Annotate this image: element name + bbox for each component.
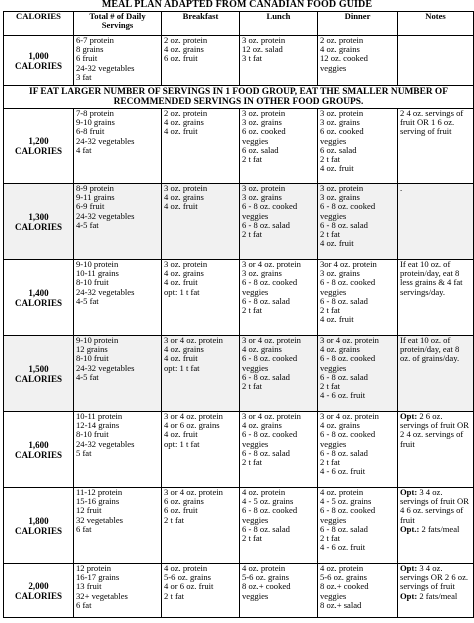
dinner-line: 3 oz. grains bbox=[320, 117, 360, 128]
table-row bbox=[4, 488, 474, 564]
breakfast-line: 4 oz. fruit bbox=[164, 353, 198, 364]
dinner-cell bbox=[318, 488, 398, 564]
servings-line: 6 fat bbox=[76, 599, 92, 610]
breakfast-line: 2 t fat bbox=[164, 590, 185, 601]
breakfast-line: 2 t fat bbox=[164, 514, 185, 525]
servings-line: 8-10 fruit bbox=[76, 277, 109, 288]
breakfast-line: 4 oz. grains bbox=[164, 44, 204, 55]
breakfast-line: 6 oz. fruit bbox=[164, 53, 198, 64]
servings-line: 12 grains bbox=[76, 344, 108, 355]
table-row bbox=[4, 412, 474, 488]
lunch-line: 6 - 8 oz. cooked bbox=[242, 505, 298, 516]
servings-cell bbox=[74, 488, 162, 564]
lunch-line: 6 - 8 oz. cooked bbox=[242, 429, 298, 440]
servings-line: 8-9 protein bbox=[76, 183, 114, 193]
servings-line: 9-11 grains bbox=[76, 192, 115, 203]
servings-cell bbox=[74, 564, 162, 618]
calorie-line: CALORIES bbox=[14, 373, 62, 384]
note-text: 2 4 oz. servings of fruit OR 1 6 oz. serving of fruit bbox=[400, 108, 464, 137]
breakfast-cell bbox=[162, 184, 240, 260]
dinner-cell bbox=[318, 109, 398, 184]
lunch-line: 2 t fat bbox=[242, 533, 263, 544]
servings-line: 6-7 protein bbox=[76, 35, 114, 45]
lunch-line: 6 - 8 oz. salad bbox=[242, 371, 290, 382]
breakfast-line: 4 oz. fruit bbox=[164, 126, 198, 137]
page-title: MEAL PLAN ADAPTED FROM CANADIAN FOOD GUIDE bbox=[101, 0, 373, 10]
calorie-line: 2,000 bbox=[28, 580, 49, 591]
servings-line: 10-11 grains bbox=[76, 268, 119, 279]
lunch-line: 12 oz. salad bbox=[242, 44, 283, 55]
dinner-line: 2 t fat bbox=[320, 457, 341, 468]
servings-line: 12 fruit bbox=[76, 505, 102, 516]
lunch-cell bbox=[240, 109, 318, 184]
dinner-line: 6 - 8 oz. cooked bbox=[320, 201, 376, 212]
header-calories: CALORIES bbox=[4, 12, 74, 36]
lunch-line: 5-6 oz. grains bbox=[242, 572, 290, 583]
notes-cell bbox=[398, 184, 474, 260]
dinner-line: 6 - 8 oz. cooked bbox=[320, 353, 376, 364]
lunch-line: 6 - 8 oz. salad bbox=[242, 219, 290, 230]
servings-line: 13 fruit bbox=[76, 581, 102, 592]
meal-plan-table bbox=[3, 11, 474, 618]
table-row bbox=[4, 260, 474, 336]
lunch-line: veggies bbox=[242, 514, 269, 525]
breakfast-cell bbox=[162, 412, 240, 488]
dinner-line: 2 oz. protein bbox=[320, 35, 364, 45]
dinner-line: 4 oz. fruit bbox=[320, 163, 354, 174]
dinner-line: veggies bbox=[320, 438, 347, 449]
breakfast-line: 2 oz. protein bbox=[164, 108, 208, 118]
dinner-line: 8 oz.+ salad bbox=[320, 599, 362, 610]
breakfast-line: 3 oz. protein bbox=[164, 259, 208, 269]
lunch-line: 6 - 8 oz. cooked bbox=[242, 353, 298, 364]
dinner-line: 8 oz.+ cooked bbox=[320, 581, 369, 592]
note-text: . bbox=[400, 183, 403, 193]
header-total-servings: Total # of Daily Servings bbox=[74, 12, 162, 36]
lunch-line: 4 oz. protein bbox=[242, 487, 286, 497]
lunch-line: 3 or 4 oz. protein bbox=[242, 411, 301, 421]
dinner-line: 2 t fat bbox=[320, 305, 341, 316]
lunch-cell bbox=[240, 36, 318, 86]
servings-line: 6-9 fruit bbox=[76, 201, 105, 212]
notes-cell bbox=[398, 109, 474, 184]
servings-line: 4-5 fat bbox=[76, 295, 99, 306]
lunch-line: 6 - 8 oz. salad bbox=[242, 523, 290, 534]
lunch-line: veggies bbox=[242, 362, 269, 373]
calorie-line: CALORIES bbox=[14, 449, 62, 460]
breakfast-cell bbox=[162, 336, 240, 412]
breakfast-line: 4 oz. fruit bbox=[164, 277, 198, 288]
dinner-line: 2 t fat bbox=[320, 154, 341, 165]
servings-cell bbox=[74, 109, 162, 184]
dinner-line: 3 oz. grains bbox=[320, 268, 360, 279]
dinner-line: 6 oz. cooked bbox=[320, 126, 364, 137]
dinner-line: veggies bbox=[320, 362, 347, 373]
table-row bbox=[4, 109, 474, 184]
servings-line: 12 protein bbox=[76, 563, 112, 573]
servings-line: 7-8 protein bbox=[76, 108, 114, 118]
dinner-line: 4 - 5 oz. grains bbox=[320, 496, 372, 507]
servings-cell bbox=[74, 184, 162, 260]
dinner-line: 6 - 8 oz. cooked bbox=[320, 505, 376, 516]
calorie-line: 1,800 bbox=[28, 515, 49, 526]
lunch-line: 3 oz. protein bbox=[242, 108, 286, 118]
servings-line: 3 fat bbox=[76, 71, 92, 82]
header-row bbox=[4, 12, 474, 36]
servings-line: 4 fat bbox=[76, 144, 92, 155]
lunch-line: 6 - 8 oz. cooked bbox=[242, 277, 298, 288]
breakfast-line: 4 oz. grains bbox=[164, 117, 204, 128]
calorie-level bbox=[4, 412, 74, 488]
breakfast-line: 6 oz. grains bbox=[164, 496, 204, 507]
dinner-line: 3 oz. protein bbox=[320, 183, 364, 193]
servings-cell bbox=[74, 36, 162, 86]
servings-line: 24-32 vegetables bbox=[76, 286, 135, 297]
lunch-line: veggies bbox=[242, 438, 269, 449]
servings-line: 4-5 fat bbox=[76, 371, 99, 382]
calorie-level bbox=[4, 336, 74, 412]
servings-cell bbox=[74, 336, 162, 412]
banner-row bbox=[4, 86, 474, 109]
lunch-line: 4 oz. grains bbox=[242, 420, 282, 431]
breakfast-line: opt: 1 t fat bbox=[164, 286, 200, 297]
lunch-line: 2 t fat bbox=[242, 457, 263, 468]
note-text: Opt: 3 4 oz. servings OR 2 6 oz. servings of fruit bbox=[400, 563, 469, 592]
lunch-line: 2 t fat bbox=[242, 381, 263, 392]
lunch-line: 6 oz. salad bbox=[242, 144, 279, 155]
header-breakfast: Breakfast bbox=[162, 12, 240, 36]
lunch-line: 6 oz. cooked bbox=[242, 126, 286, 137]
dinner-line: 6 oz. salad bbox=[320, 144, 357, 155]
note-text: Opt: 2 fats/meal bbox=[400, 590, 458, 601]
dinner-line: 5-6 oz. grains bbox=[320, 572, 368, 583]
calorie-line: CALORIES bbox=[14, 297, 62, 308]
dinner-line: 2 t fat bbox=[320, 229, 341, 240]
servings-line: 9-10 grains bbox=[76, 117, 115, 128]
note-text: Opt: 2 6 oz. servings of fruit OR 2 4 oz. servings of fruit bbox=[400, 411, 469, 449]
breakfast-line: 4 or 6 oz. grains bbox=[164, 420, 220, 431]
servings-line: 9-10 protein bbox=[76, 335, 119, 345]
dinner-line: 6 - 8 oz. cooked bbox=[320, 277, 376, 288]
lunch-line: 2 t fat bbox=[242, 154, 263, 165]
servings-line: 24-32 vegetables bbox=[76, 438, 135, 449]
notes-cell bbox=[398, 488, 474, 564]
lunch-line: 8 oz.+ cooked bbox=[242, 581, 291, 592]
servings-line: 32+ vegetables bbox=[76, 590, 128, 601]
calorie-level bbox=[4, 564, 74, 618]
table-row bbox=[4, 564, 474, 618]
table-row bbox=[4, 336, 474, 412]
servings-line: 15-16 grains bbox=[76, 496, 120, 507]
lunch-cell bbox=[240, 412, 318, 488]
lunch-line: 3 or 4 oz. protein bbox=[242, 335, 301, 345]
table-row bbox=[4, 36, 474, 86]
lunch-line: 2 t fat bbox=[242, 305, 263, 316]
note-text: Opt: 3 4 oz. servings of fruit OR 4 6 oz. servings of fruit bbox=[400, 487, 469, 525]
breakfast-cell bbox=[162, 488, 240, 564]
dinner-line: 6 - 8 oz. salad bbox=[320, 447, 368, 458]
breakfast-line: 3 or 4 oz. protein bbox=[164, 335, 223, 345]
breakfast-line: 4 oz. grains bbox=[164, 344, 204, 355]
note-text: If eat 10 oz. of protein/day, eat 8 oz. of grains/day. bbox=[400, 335, 460, 364]
servings-line: 9-10 protein bbox=[76, 259, 119, 269]
dinner-line: veggies bbox=[320, 62, 347, 73]
servings-line: 4-5 fat bbox=[76, 219, 99, 230]
breakfast-line: 4 oz. fruit bbox=[164, 201, 198, 212]
notes-cell bbox=[398, 564, 474, 618]
dinner-line: veggies bbox=[320, 514, 347, 525]
dinner-line: 3 oz. grains bbox=[320, 192, 360, 203]
dinner-line: 4 oz. fruit bbox=[320, 238, 354, 249]
breakfast-line: 3 oz. protein bbox=[164, 183, 208, 193]
servings-cell bbox=[74, 260, 162, 336]
calorie-line: CALORIES bbox=[14, 590, 62, 601]
calorie-level bbox=[4, 36, 74, 86]
header-dinner: Dinner bbox=[318, 12, 398, 36]
servings-line: 11-12 protein bbox=[76, 487, 123, 497]
lunch-line: 6 - 8 oz. salad bbox=[242, 295, 290, 306]
dinner-line: 3 oz. protein bbox=[320, 108, 364, 118]
breakfast-line: opt: 1 t fat bbox=[164, 438, 200, 449]
notes-cell bbox=[398, 336, 474, 412]
lunch-line: 3 oz. protein bbox=[242, 35, 286, 45]
lunch-cell bbox=[240, 488, 318, 564]
calorie-line: 1,300 bbox=[28, 211, 49, 222]
lunch-line: 3 oz. grains bbox=[242, 192, 282, 203]
calorie-level bbox=[4, 488, 74, 564]
lunch-line: 3 oz. protein bbox=[242, 183, 286, 193]
header-lunch: Lunch bbox=[240, 12, 318, 36]
servings-line: 8-10 fruit bbox=[76, 429, 109, 440]
lunch-line: veggies bbox=[242, 210, 269, 221]
breakfast-line: 4 or 6 oz. fruit bbox=[164, 581, 214, 592]
calorie-line: 1,000 bbox=[28, 50, 49, 61]
servings-line: 24-32 vegetables bbox=[76, 62, 135, 73]
dinner-line: 4 oz. grains bbox=[320, 44, 360, 55]
servings-cell bbox=[74, 412, 162, 488]
lunch-line: 3 or 4 oz. protein bbox=[242, 259, 301, 269]
dinner-line: 2 t fat bbox=[320, 533, 341, 544]
dinner-line: 4 oz. protein bbox=[320, 487, 364, 497]
servings-line: 6-8 fruit bbox=[76, 126, 105, 137]
note-text: If eat 10 oz. of protein/day, eat 8 less grains & 4 fat servings/day. bbox=[400, 259, 463, 297]
dinner-line: 4 - 6 oz. fruit bbox=[320, 466, 366, 477]
lunch-cell bbox=[240, 184, 318, 260]
dinner-line: 3or 4 oz. protein bbox=[320, 259, 377, 269]
dinner-line: 6 - 8 oz. salad bbox=[320, 219, 368, 230]
calorie-line: 1,500 bbox=[28, 363, 49, 374]
breakfast-line: 6 oz. fruit bbox=[164, 505, 198, 516]
notes-cell bbox=[398, 260, 474, 336]
lunch-line: 3 t fat bbox=[242, 53, 263, 64]
breakfast-line: 4 oz. fruit bbox=[164, 429, 198, 440]
dinner-cell bbox=[318, 336, 398, 412]
dinner-cell bbox=[318, 260, 398, 336]
dinner-line: 4 - 6 oz. fruit bbox=[320, 390, 366, 401]
dinner-cell bbox=[318, 412, 398, 488]
lunch-cell bbox=[240, 564, 318, 618]
lunch-cell bbox=[240, 336, 318, 412]
calorie-line: CALORIES bbox=[14, 525, 62, 536]
dinner-line: 6 - 8 oz. cooked bbox=[320, 429, 376, 440]
header-notes: Notes bbox=[398, 12, 474, 36]
servings-line: 24-32 vegetables bbox=[76, 362, 135, 373]
breakfast-line: 3 or 4 oz. protein bbox=[164, 487, 223, 497]
dinner-line: 4 oz. grains bbox=[320, 344, 360, 355]
dinner-line: 6 - 8 oz. salad bbox=[320, 523, 368, 534]
lunch-line: 3 oz. grains bbox=[242, 268, 282, 279]
dinner-line: 4 oz. grains bbox=[320, 420, 360, 431]
dinner-line: veggies bbox=[320, 210, 347, 221]
servings-line: 5 fat bbox=[76, 447, 92, 458]
dinner-line: veggies bbox=[320, 135, 347, 146]
note-text: Opt.: 2 fats/meal bbox=[400, 523, 460, 534]
dinner-line: veggies bbox=[320, 286, 347, 297]
lunch-line: 4 oz. grains bbox=[242, 344, 282, 355]
notes-cell bbox=[398, 412, 474, 488]
dinner-cell bbox=[318, 184, 398, 260]
calorie-line: 1,400 bbox=[28, 287, 49, 298]
dinner-line: 4 - 6 oz. fruit bbox=[320, 542, 366, 553]
dinner-cell bbox=[318, 564, 398, 618]
calorie-line: 1,200 bbox=[28, 136, 49, 146]
breakfast-line: 5-6 oz. grains bbox=[164, 572, 212, 583]
lunch-line: 4 - 5 oz. grains bbox=[242, 496, 294, 507]
dinner-cell bbox=[318, 36, 398, 86]
servings-line: 32 vegetables bbox=[76, 514, 124, 525]
breakfast-cell bbox=[162, 260, 240, 336]
servings-line: 12-14 grains bbox=[76, 420, 120, 431]
breakfast-cell bbox=[162, 109, 240, 184]
calorie-line: 1,600 bbox=[28, 439, 49, 450]
servings-line: 8 grains bbox=[76, 44, 104, 55]
servings-banner: IF EAT LARGER NUMBER OF SERVINGS IN 1 FOOD GROUP, EAT THE SMALLER NUMBER OF RECOMMENDED SERVINGS IN OTHER FOOD GROUPS. bbox=[4, 86, 474, 109]
table-row bbox=[4, 184, 474, 260]
lunch-line: 4 oz. protein bbox=[242, 563, 286, 573]
lunch-line: 2 t fat bbox=[242, 229, 263, 240]
dinner-line: 4 oz. fruit bbox=[320, 314, 354, 325]
breakfast-line: 4 oz. grains bbox=[164, 268, 204, 279]
breakfast-line: opt: 1 t fat bbox=[164, 362, 200, 373]
servings-line: 6 fat bbox=[76, 523, 92, 534]
lunch-line: veggies bbox=[242, 590, 269, 601]
dinner-line: 4 oz. protein bbox=[320, 563, 364, 573]
lunch-line: veggies bbox=[242, 286, 269, 297]
lunch-line: 6 - 8 oz. cooked bbox=[242, 201, 298, 212]
breakfast-line: 4 oz. grains bbox=[164, 192, 204, 203]
servings-line: 6 fruit bbox=[76, 53, 98, 64]
servings-line: 16-17 grains bbox=[76, 572, 120, 583]
servings-line: 24-32 vegetables bbox=[76, 135, 135, 146]
calorie-level bbox=[4, 184, 74, 260]
calorie-line: CALORIES bbox=[14, 221, 62, 232]
dinner-line: 6 - 8 oz. salad bbox=[320, 371, 368, 382]
notes-cell bbox=[398, 36, 474, 86]
lunch-line: 6 - 8 oz. salad bbox=[242, 447, 290, 458]
lunch-line: veggies bbox=[242, 135, 269, 146]
breakfast-cell bbox=[162, 36, 240, 86]
breakfast-line: 4 oz. protein bbox=[164, 563, 208, 573]
calorie-level bbox=[4, 260, 74, 336]
breakfast-line: 2 oz. protein bbox=[164, 35, 208, 45]
dinner-line: 2 t fat bbox=[320, 381, 341, 392]
dinner-line: veggies bbox=[320, 590, 347, 601]
dinner-line: 6 - 8 oz. salad bbox=[320, 295, 368, 306]
dinner-line: 12 oz. cooked bbox=[320, 53, 368, 64]
servings-line: 10-11 protein bbox=[76, 411, 123, 421]
servings-line: 8-10 fruit bbox=[76, 353, 109, 364]
dinner-line: 3 or 4 oz. protein bbox=[320, 335, 379, 345]
calorie-line: CALORIES bbox=[14, 60, 62, 71]
lunch-cell bbox=[240, 260, 318, 336]
breakfast-cell bbox=[162, 564, 240, 618]
servings-line: 24-32 vegetables bbox=[76, 210, 135, 221]
breakfast-line: 3 or 4 oz. protein bbox=[164, 411, 223, 421]
lunch-line: 3 oz. grains bbox=[242, 117, 282, 128]
calorie-line: CALORIES bbox=[14, 146, 62, 156]
dinner-line: 3 or 4 oz. protein bbox=[320, 411, 379, 421]
calorie-level bbox=[4, 109, 74, 184]
